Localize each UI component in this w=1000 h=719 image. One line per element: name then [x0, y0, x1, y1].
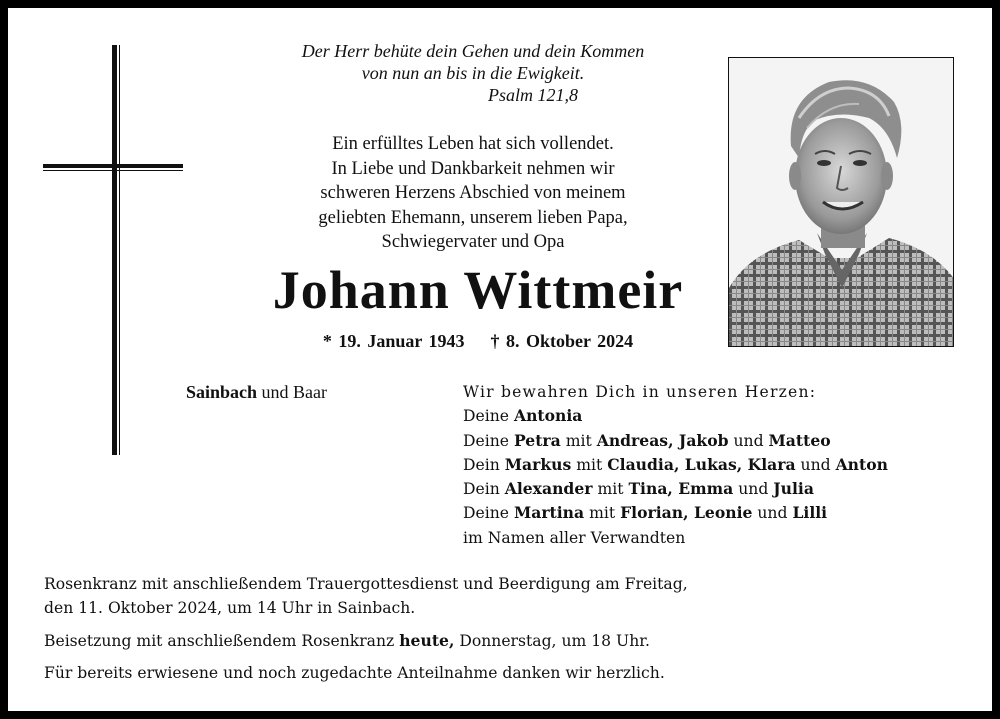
family-und: und [733, 431, 764, 450]
family-mit: mit [597, 480, 624, 499]
family-partners: Andreas, Jakob [596, 430, 729, 450]
burial-today: heute, [399, 631, 455, 650]
psalm-reference: Psalm 121,8 [488, 85, 578, 105]
family-last: Matteo [768, 430, 831, 450]
family-heading: Wir bewahren Dich in unseren Herzen: [463, 383, 817, 401]
family-partners: Tina, Emma [628, 479, 734, 499]
intro-line: schweren Herzens Abschied von meinem [320, 183, 626, 203]
funeral-line: den 11. Oktober 2024, um 14 Uhr in Sainbach. [44, 599, 416, 617]
burial-time: Donnerstag, um 18 Uhr. [459, 632, 650, 650]
intro-text [218, 132, 728, 255]
burial-info [44, 629, 944, 653]
place-of-residence [186, 380, 327, 404]
family-closing: im Namen aller Verwandten [463, 528, 686, 547]
family-row [463, 429, 963, 453]
family-row [463, 477, 963, 501]
family-lead: Deine [463, 504, 509, 523]
family-und: und [738, 480, 769, 499]
portrait-image [729, 58, 954, 347]
psalm-quote [218, 40, 728, 106]
family-last: Lilli [792, 503, 828, 523]
family-lead: Dein [463, 480, 500, 499]
family-und: und [757, 504, 788, 523]
family-row [463, 501, 963, 525]
family-mit: mit [576, 455, 603, 474]
intro-line: Ein erfülltes Leben hat sich vollendet. [332, 134, 614, 154]
death-date: † 8. Oktober 2024 [490, 331, 634, 351]
deceased-name: Johann Wittmeir [272, 260, 684, 320]
life-dates [208, 329, 748, 353]
psalm-line: von nun an bis in die Ewigkeit. [361, 63, 585, 83]
family-lead: Deine [463, 431, 509, 450]
obituary-notice [8, 8, 992, 711]
portrait-photo [728, 57, 954, 347]
family-partners: Florian, Leonie [620, 503, 753, 523]
family-last: Julia [773, 479, 814, 499]
family-partners: Claudia, Lukas, Klara [607, 454, 796, 474]
family-lead: Dein [463, 455, 500, 474]
family-mit: mit [589, 504, 616, 523]
thanks-note: Für bereits erwiesene und noch zugedachte Anteilnahme danken wir herzlich. [44, 664, 665, 682]
family-main: Martina [513, 503, 585, 523]
family-und: und [800, 455, 831, 474]
intro-line: geliebten Ehemann, unserem lieben Papa, [318, 207, 628, 228]
family-last: Anton [835, 454, 888, 474]
burial-text: Beisetzung mit anschließendem Rosenkranz [44, 632, 395, 650]
intro-line: In Liebe und Dankbarkeit nehmen wir [331, 158, 615, 179]
funeral-info [44, 572, 944, 620]
family-main: Alexander [504, 479, 593, 499]
family-row [463, 453, 963, 477]
cross-icon-bar [43, 164, 183, 168]
place-main: Sainbach [186, 382, 258, 402]
psalm-line: Der Herr behüte dein Gehen und dein Kommen [301, 41, 645, 61]
family-main: Markus [504, 454, 572, 474]
family-main: Antonia [513, 406, 583, 426]
cross-icon [112, 45, 117, 455]
family-row [463, 404, 963, 428]
family-list [463, 380, 963, 550]
family-mit: mit [565, 431, 592, 450]
family-lead: Deine [463, 407, 509, 426]
place-rest: und Baar [261, 382, 328, 402]
intro-line: Schwiegervater und Opa [381, 232, 565, 252]
family-main: Petra [513, 430, 561, 450]
birth-date: * 19. Januar 1943 [322, 331, 465, 351]
funeral-line: Rosenkranz mit anschließendem Trauergottesdienst und Beerdigung am Freitag, [44, 575, 688, 593]
